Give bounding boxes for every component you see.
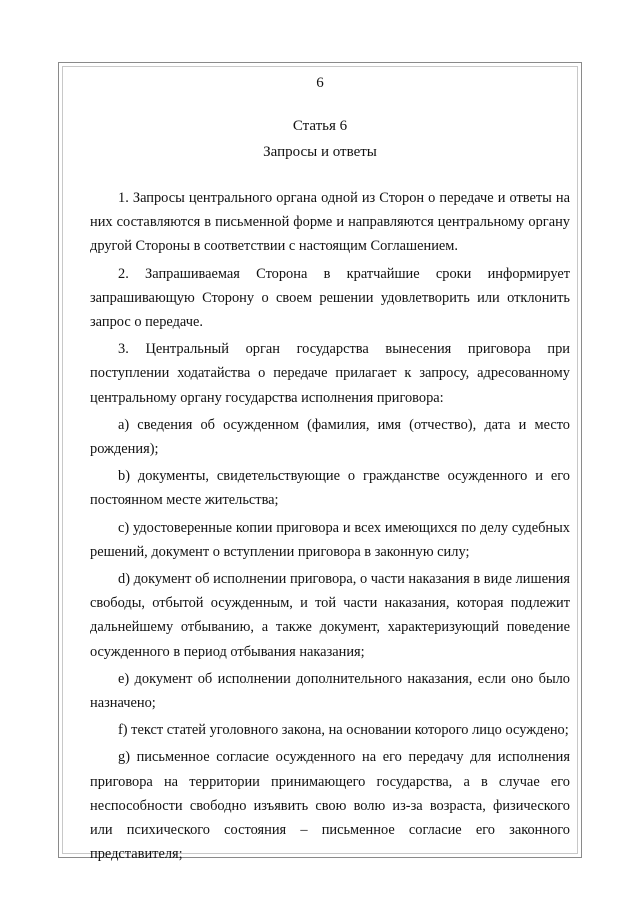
paragraph-3d: d) документ об исполнении приговора, о части наказания в виде лишения свободы, отбытой осужденным, и той части наказания, которая подлежит дальнейшему отбыванию, а также документ, характеризующий поведение осужденного в период отбывания наказания; bbox=[90, 571, 570, 660]
paragraph-3a: a) сведения об осужденном (фамилия, имя (отчество), дата и место рождения); bbox=[90, 416, 570, 458]
page-number: 6 bbox=[316, 75, 324, 91]
paragraph-3g: g) письменное согласие осужденного на его передачу для исполнения приговора на территории принимающего государства, а в случае его неспособности свободно изъявить свою волю из-за возраста, физического или психического состояния – письменное согласие его законного представителя; bbox=[90, 749, 570, 863]
article-title: Статья 6 bbox=[292, 118, 348, 134]
paragraph-3b: b) документы, свидетельствующие о гражданстве осужденного и его постоянном месте жительства; bbox=[90, 468, 570, 509]
paragraph-3f: f) текст статей уголовного закона, на основании которого лицо осуждено; bbox=[118, 722, 569, 739]
paragraph-2: 2. Запрашиваемая Сторона в кратчайшие сроки информирует запрашивающую Сторону о своем решении удовлетворить или отклонить запрос о передаче. bbox=[90, 265, 570, 331]
paragraph-1: 1. Запросы центрального органа одной из Сторон о передаче и ответы на них составляются в письменной форме и направляются центральному органу другой Стороны в соответствии с настоящим Соглашением. bbox=[90, 190, 570, 255]
paragraph-3c: c) удостоверенные копии приговора и всех имеющихся по делу судебных решений, документ о вступлении приговора в законную силу; bbox=[90, 519, 570, 560]
article-subtitle: Запросы и ответы bbox=[263, 144, 377, 160]
paragraph-3e: e) документ об исполнении дополнительного наказания, если оно было назначено; bbox=[90, 670, 570, 712]
document-body bbox=[90, 186, 570, 866]
paragraph-3: 3. Центральный орган государства вынесения приговора при поступлении ходатайства о передаче прилагает к запросу, адресованному центральному органу государства исполнения приговора: bbox=[90, 341, 570, 406]
